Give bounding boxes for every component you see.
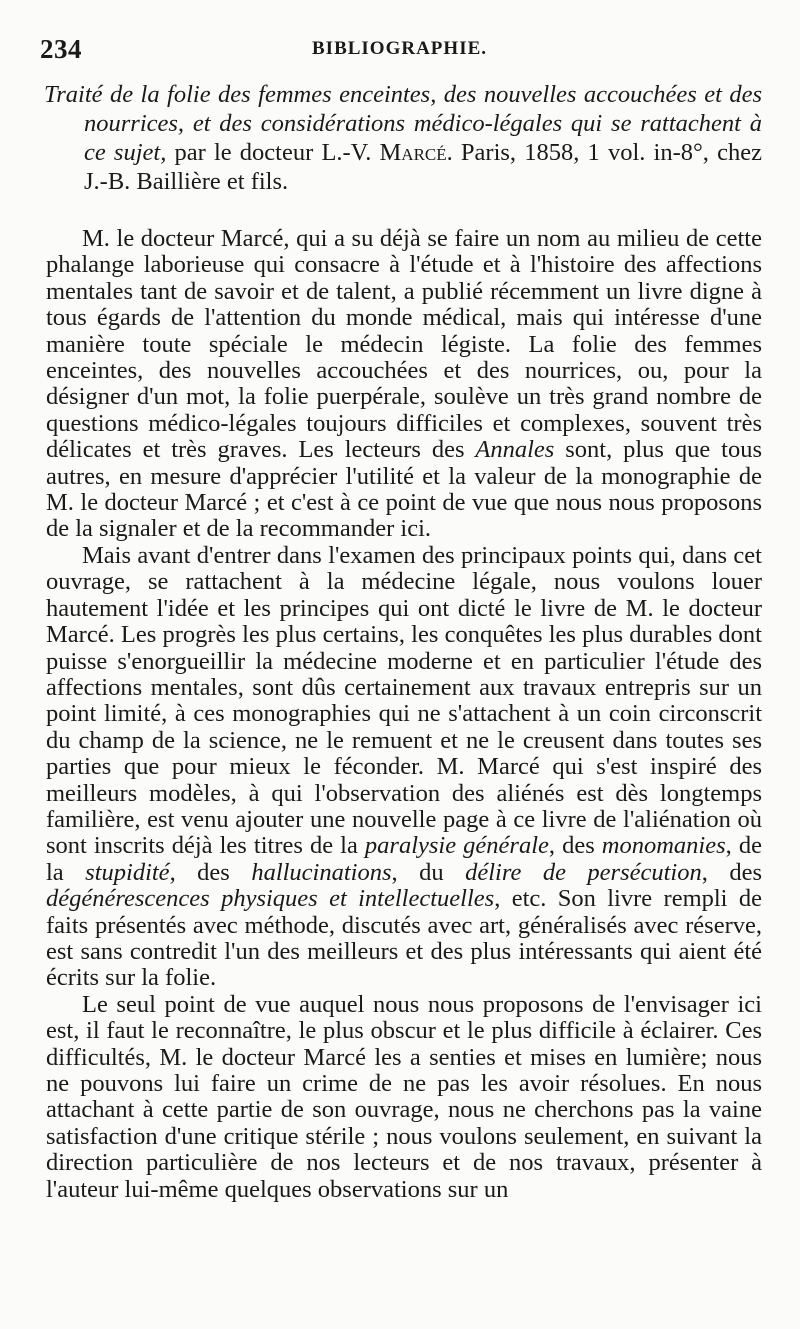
italic-text: paralysie générale <box>364 832 549 860</box>
page-number: 234 <box>40 34 82 64</box>
reference-imprint: Paris, 1858, 1 vol. in-8°, chez J.-B. Baillière et fils. <box>84 139 762 195</box>
italic-text: Annales <box>475 436 555 464</box>
page-header <box>40 34 760 70</box>
text-run: , des <box>169 858 252 886</box>
text-run: Mais avant d'entrer dans l'examen des principaux points qui, dans cet ouvrage, se rattachent à la médecine légale, nous voulons louer hautement l'idée et les principes qui ont dicté le livre de M. le docteur Marcé. Les progrès les plus certains, les conquêtes les plus durables dont puisse s'enorgueillir la médecine moderne et en particulier l'étude des affections mentales, sont dûs certainement aux travaux entrepris sur un point limité, à ces monographies qui ne s'attachent à un coin circonscrit du champ de la science, ne le remuent et ne le creusent dans toutes ses parties que pour mieux le féconder. M. Marcé qui s'est inspiré des meilleurs modèles, à qui l'observation des aliénés est dès longtemps familière, est venu ajouter une nouvelle page à ce livre de l'aliénation où sont inscrits déjà les titres de la <box>46 541 762 860</box>
italic-text: dégénérescences physiques et intellectuelles <box>46 885 495 913</box>
text-run: sont, plus que tous autres, en mesure d'apprécier l'utilité et la valeur de la monographie de M. le docteur Marcé ; et c'est à ce point de vue que nous nous proposons de la signaler et de la recommander ici. <box>46 436 762 543</box>
paragraph-2 <box>46 543 762 992</box>
reference-title: Traité de la folie des femmes enceintes, des nouvelles accouchées et des nourrices, et des considérations médico-légales qui se rattachent à ce sujet, <box>44 81 762 166</box>
bibliographic-reference <box>44 80 762 196</box>
paragraph-1 <box>46 226 762 543</box>
text-run: Le seul point de vue auquel nous nous proposons de l'envisager ici est, il faut le reconnaître, le plus obscur et le plus difficile à éclairer. Ces difficultés, M. le docteur Marcé les a senties et mises en lumière; nous ne pouvons lui faire un crime de ne pas les avoir résolues. En nous attachant à cette partie de son ouvrage, nous ne cherchons pas la vaine satisfaction d'une critique stérile ; nous voulons seulement, en suivant la direction particulière de nos lecteurs et de nos travaux, présenter à l'auteur lui-même quelques observations sur un <box>46 990 762 1203</box>
italic-text: stupidité <box>85 858 170 886</box>
running-head: BIBLIOGRAPHIE. <box>312 38 488 59</box>
review-body <box>46 226 762 1203</box>
text-run: , du <box>391 858 466 886</box>
text-run: , des <box>548 832 602 860</box>
text-run: M. le docteur Marcé, qui a su déjà se faire un nom au milieu de cette phalange laborieuse qui consacre à l'étude et à l'histoire des affections mentales tant de savoir et de talent, a publié récemment un livre digne à tous égards de l'attention du monde médical, mais qui intéresse d'une manière toute spéciale le médecin légiste. La folie des femmes enceintes, des nouvelles accouchées et des nourrices, ou, pour la désigner d'un mot, la folie puerpérale, soulève un très grand nombre de questions médico-légales toujours difficiles et complexes, souvent très délicates et très graves. Les lecteurs des <box>46 225 762 464</box>
text-run: , de la <box>46 832 762 886</box>
text-run: , etc. Son livre rempli de faits présentés avec méthode, discutés avec art, généralisés avec réserve, est sans contredit l'un des meilleurs et des plus intéressants qui aient été écrits sur la folie. <box>46 885 762 992</box>
italic-text: monomanies <box>601 832 726 860</box>
paragraph-3 <box>46 992 762 1203</box>
reference-author: L.-V. Marcé. <box>321 139 453 166</box>
italic-text: délire de persécution <box>465 858 702 886</box>
reference-by: par le docteur <box>166 139 322 166</box>
text-run: , des <box>701 858 762 886</box>
italic-text: hallucinations <box>251 858 392 886</box>
